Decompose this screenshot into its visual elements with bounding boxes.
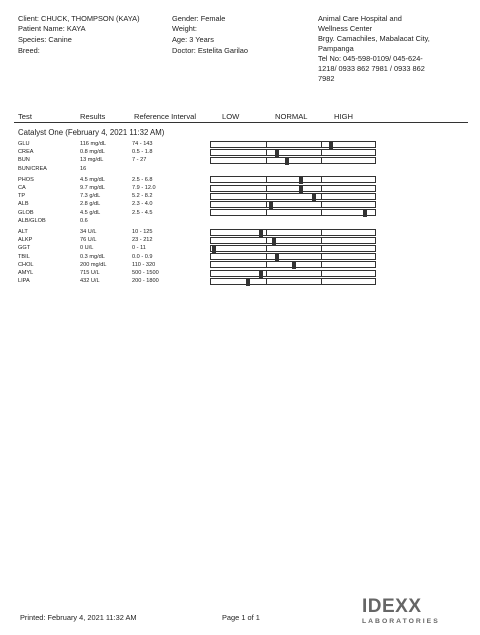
reference-interval: 110 - 320 [132, 261, 156, 268]
test-name: GLOB [18, 209, 34, 216]
range-bar [210, 278, 376, 285]
age: Age: 3 Years [172, 35, 214, 44]
clinic-line: Wellness Center [318, 24, 373, 33]
doctor: Doctor: Estelita Garilao [172, 46, 248, 55]
table-row [18, 269, 380, 277]
section-title: Catalyst One (February 4, 2021 11:32 AM) [18, 128, 165, 137]
result-value: 16 [80, 165, 87, 172]
weight: Weight: [172, 24, 197, 33]
range-divider [321, 202, 322, 207]
result-value: 7.3 g/dL [80, 193, 101, 200]
result-value: 0 U/L [80, 245, 94, 252]
result-value: 0.3 mg/dL [80, 253, 105, 260]
test-name: TP [18, 193, 26, 200]
result-value: 2.8 g/dL [80, 201, 101, 208]
table-row [18, 261, 380, 269]
col-reference: Reference Interval [134, 112, 197, 121]
range-divider [266, 186, 267, 191]
col-normal: NORMAL [275, 112, 308, 121]
range-divider [266, 246, 267, 251]
gender: Gender: Female [172, 14, 226, 23]
range-bar [210, 229, 376, 236]
range-bar [210, 253, 376, 260]
range-divider [321, 246, 322, 251]
clinic-line: 7982 [318, 74, 335, 83]
reference-interval: 10 - 125 [132, 229, 153, 235]
range-bar [210, 157, 376, 164]
client-name: Client: CHUCK, THOMPSON (KAYA) [18, 14, 140, 23]
reference-interval: 0 - 11 [132, 245, 146, 252]
range-divider [321, 254, 322, 259]
test-name: LIPA [18, 278, 30, 285]
result-value: 116 mg/dL [80, 141, 107, 147]
range-bar [210, 237, 376, 244]
table-row [18, 165, 380, 173]
test-name: CHOL [18, 261, 34, 268]
range-divider [321, 271, 322, 276]
range-divider [321, 177, 322, 182]
idexx-logo: IDEXX [362, 596, 422, 617]
test-name: GGT [18, 245, 31, 252]
result-value: 4.5 g/dL [80, 209, 101, 216]
result-value: 34 U/L [80, 229, 97, 235]
result-value: 4.5 mg/dL [80, 176, 105, 183]
result-value: 76 U/L [80, 237, 97, 244]
test-name: BUN [18, 157, 30, 164]
test-name: CREA [18, 149, 34, 156]
clinic-info [318, 14, 468, 84]
breed: Breed: [18, 46, 40, 55]
idexx-logo-subtitle: LABORATORIES [362, 618, 440, 625]
table-row [18, 176, 380, 184]
reference-interval: 7 - 27 [132, 157, 147, 164]
result-value: 9.7 mg/dL [80, 185, 105, 191]
range-divider [321, 150, 322, 155]
range-divider [321, 186, 322, 191]
range-divider [321, 230, 322, 235]
col-high: HIGH [334, 112, 353, 121]
reference-interval: 7.9 - 12.0 [132, 185, 156, 191]
table-row [18, 244, 380, 252]
col-results: Results [80, 112, 106, 121]
result-value: 0.8 mg/dL [80, 149, 105, 156]
reference-interval: 0.0 - 0.9 [132, 253, 153, 260]
clinic-line: Brgy. Camachiles, Mabalacat City, [318, 34, 430, 43]
range-divider [266, 202, 267, 207]
result-value: 715 U/L [80, 270, 100, 276]
reference-interval: 2.5 - 6.8 [132, 176, 153, 183]
test-name: ALKP [18, 237, 33, 244]
clinic-line: Pampanga [318, 44, 354, 53]
reference-interval: 2.3 - 4.0 [132, 201, 153, 208]
range-bar [210, 261, 376, 268]
result-value: 0.6 [80, 217, 88, 224]
test-name: CA [18, 185, 26, 191]
range-bar [210, 209, 376, 216]
range-divider [266, 150, 267, 155]
range-divider [321, 210, 322, 215]
range-divider [321, 262, 322, 267]
page-number: Page 1 of 1 [222, 613, 260, 622]
reference-interval: 74 - 143 [132, 141, 153, 147]
clinic-line: Animal Care Hospital and [318, 14, 402, 23]
range-divider [266, 271, 267, 276]
table-row [18, 253, 380, 261]
result-marker [246, 278, 250, 286]
range-divider [321, 238, 322, 243]
range-bar [210, 141, 376, 148]
table-row [18, 236, 380, 244]
reference-interval: 2.5 - 4.5 [132, 209, 153, 216]
range-divider [321, 158, 322, 163]
test-name: TBIL [18, 253, 30, 260]
range-divider [266, 177, 267, 182]
test-name: BUN/CREA [18, 165, 47, 172]
result-value: 200 mg/dL [80, 261, 107, 268]
table-row [18, 209, 380, 217]
reference-interval: 200 - 1800 [132, 278, 159, 285]
range-divider [266, 254, 267, 259]
result-value: 432 U/L [80, 278, 100, 285]
clinic-line: Tel No: 045-598-0109/ 045-624- [318, 54, 423, 63]
test-name: ALB/GLOB [18, 217, 46, 224]
range-bar [210, 201, 376, 208]
range-divider [321, 279, 322, 284]
range-bar [210, 245, 376, 252]
table-row [18, 217, 380, 225]
range-divider [266, 194, 267, 199]
test-name: AMYL [18, 270, 34, 276]
range-bar [210, 176, 376, 183]
species: Species: Canine [18, 35, 72, 44]
range-bar [210, 185, 376, 192]
table-row [18, 156, 380, 164]
printed-date: Printed: February 4, 2021 11:32 AM [20, 613, 137, 622]
reference-interval: 5.2 - 8.2 [132, 193, 153, 200]
table-row [18, 148, 380, 156]
result-value: 13 mg/dL [80, 157, 104, 164]
reference-interval: 500 - 1500 [132, 270, 159, 276]
range-divider [266, 158, 267, 163]
col-low: LOW [222, 112, 240, 121]
range-divider [266, 262, 267, 267]
test-name: PHOS [18, 176, 34, 183]
range-divider [321, 142, 322, 147]
table-row [18, 277, 380, 285]
range-divider [321, 194, 322, 199]
clinic-line: 1218/ 0933 862 7981 / 0933 862 [318, 64, 425, 73]
range-bar [210, 149, 376, 156]
range-divider [266, 230, 267, 235]
test-name: ALB [18, 201, 29, 208]
header-divider [14, 122, 468, 123]
test-name: GLU [18, 141, 30, 147]
table-row [18, 184, 380, 192]
range-divider [266, 210, 267, 215]
reference-interval: 0.5 - 1.8 [132, 149, 153, 156]
range-bar [210, 193, 376, 200]
range-divider [266, 279, 267, 284]
patient-name: Patient Name: KAYA [18, 24, 86, 33]
range-divider [266, 238, 267, 243]
reference-interval: 23 - 212 [132, 237, 153, 244]
range-bar [210, 270, 376, 277]
table-row [18, 192, 380, 200]
range-divider [266, 142, 267, 147]
table-row [18, 140, 380, 148]
table-row [18, 200, 380, 208]
col-test: Test [18, 112, 32, 121]
table-row [18, 228, 380, 236]
test-name: ALT [18, 229, 28, 235]
